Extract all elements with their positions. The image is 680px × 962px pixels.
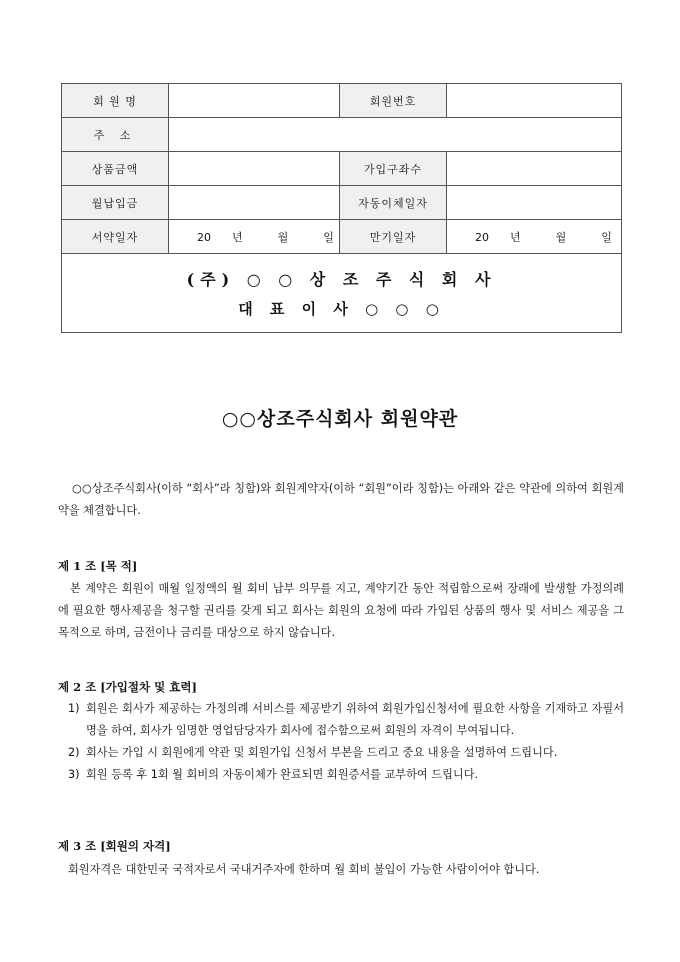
- article-3-title: 제 3 조 [회원의 자격]: [58, 839, 171, 853]
- date-day-unit: 일: [323, 230, 334, 244]
- label-contract-date: 서약일자: [62, 220, 169, 254]
- ceo-name: 대 표 이 사 ○ ○ ○: [238, 300, 445, 318]
- list-item: [58, 698, 624, 742]
- label-accounts: 가입구좌수: [340, 152, 447, 186]
- member-no-field[interactable]: [447, 84, 622, 118]
- label-member-name: 회 원 명: [62, 84, 169, 118]
- monthly-payment-field[interactable]: [169, 186, 340, 220]
- address-field[interactable]: [169, 118, 622, 152]
- list-item-number: 2): [68, 746, 80, 759]
- product-amount-field[interactable]: [169, 152, 340, 186]
- article-2-list: [58, 698, 624, 786]
- label-member-no: 회원번호: [340, 84, 447, 118]
- form-row-signature: [62, 254, 622, 333]
- date-year-prefix: 20: [475, 230, 489, 244]
- list-item: [58, 764, 624, 786]
- article-1-body: 본 계약은 회원이 매월 일정액의 월 회비 납부 의무를 지고, 계약기간 동안 적립함으로써 장래에 발생할 가정의례에 필요한 행사제공을 청구할 권리를 갖게 되고 회사는 회원의 요청에 따라 가입된 상품의 행사 및 서비스 제공을 그 목적으로 하며, 금전이나 금리를 대상으로 하지 않습니다.: [58, 582, 624, 639]
- date-year-unit: 년: [232, 230, 243, 244]
- form-row-member: [62, 84, 622, 118]
- form-row-address: [62, 118, 622, 152]
- date-month-unit: 월: [277, 230, 289, 244]
- article-3-body: 회원자격은 대한민국 국적자로서 국내거주자에 한하며 월 회비 불입이 가능한 사람이어야 합니다.: [68, 863, 540, 876]
- article-1-title: 제 1 조 [목 적]: [58, 559, 138, 573]
- list-item-number: 3): [68, 768, 80, 781]
- label-auto-transfer-date: 자동이체일자: [340, 186, 447, 220]
- form-row-dates: [62, 220, 622, 254]
- list-item-text: 회사는 가입 시 회원에게 약관 및 회원가입 신청서 부본을 드리고 중요 내용을 설명하여 드립니다.: [86, 746, 558, 759]
- signature-block: [62, 254, 622, 333]
- label-address: 주 소: [62, 118, 169, 152]
- document-title: ○○상조주식회사 회원약관: [221, 408, 459, 430]
- label-maturity-date: 만기일자: [340, 220, 447, 254]
- list-item-number: 1): [68, 702, 80, 715]
- date-year-unit: 년: [510, 230, 521, 244]
- accounts-field[interactable]: [447, 152, 622, 186]
- list-item: [58, 742, 624, 764]
- form-row-product: [62, 152, 622, 186]
- intro-paragraph: ○○상조주식회사(이하 “회사”라 칭함)와 회원계약자(이하 “회원”이라 칭함)는 아래와 같은 약관에 의하여 회원계약을 체결합니다.: [58, 482, 624, 517]
- date-day-unit: 일: [601, 230, 612, 244]
- date-month-unit: 월: [555, 230, 567, 244]
- form-row-payment: [62, 186, 622, 220]
- contract-date-field[interactable]: [169, 220, 340, 254]
- membership-form-table: [61, 83, 622, 333]
- label-product-amount: 상품금액: [62, 152, 169, 186]
- maturity-date-field[interactable]: [447, 220, 622, 254]
- list-item-text: 회원은 회사가 제공하는 가정의례 서비스를 제공받기 위하여 회원가입신청서에 필요한 사항을 기재하고 자필서명을 하여, 회사가 임명한 영업담당자가 회사에 접수함으로써 회원의 자격이 부여됩니다.: [86, 702, 624, 737]
- member-name-field[interactable]: [169, 84, 340, 118]
- list-item-text: 회원 등록 후 1회 월 회비의 자동이체가 완료되면 회원증서를 교부하여 드립니다.: [86, 768, 479, 781]
- label-monthly-payment: 월납입금: [62, 186, 169, 220]
- auto-transfer-date-field[interactable]: [447, 186, 622, 220]
- company-name: (주) ○ ○ 상 조 주 식 회 사: [186, 270, 497, 289]
- date-year-prefix: 20: [197, 230, 211, 244]
- article-2-title: 제 2 조 [가입절차 및 효력]: [58, 680, 197, 694]
